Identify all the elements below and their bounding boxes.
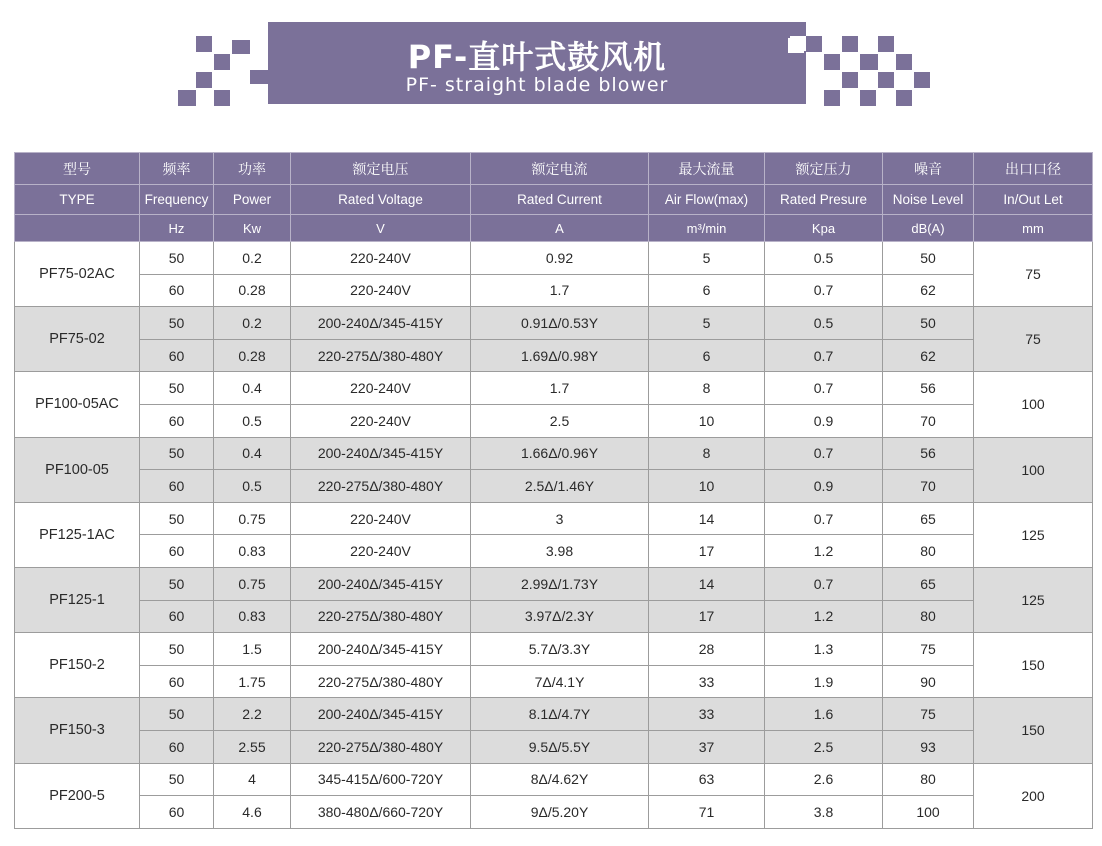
header-row-chinese — [15, 153, 1093, 185]
outlet-cell: 200 — [974, 763, 1093, 828]
model-type: PF200-5 — [15, 763, 140, 828]
airflow-cell: 17 — [649, 600, 765, 633]
power-cell: 4.6 — [214, 796, 291, 829]
noise-cell: 75 — [883, 633, 974, 666]
table-row — [15, 307, 1093, 340]
pressure-cell: 0.9 — [765, 470, 883, 503]
header-en-outlet: In/Out Let — [974, 185, 1093, 215]
noise-cell: 100 — [883, 796, 974, 829]
pressure-cell: 1.2 — [765, 535, 883, 568]
outlet-cell: 125 — [974, 567, 1093, 632]
airflow-cell: 33 — [649, 698, 765, 731]
voltage-cell: 220-240V — [291, 404, 471, 437]
pressure-cell: 0.7 — [765, 567, 883, 600]
voltage-cell: 220-275Δ/380-480Y — [291, 730, 471, 763]
model-type: PF100-05 — [15, 437, 140, 502]
table-row — [15, 437, 1093, 470]
noise-cell: 80 — [883, 763, 974, 796]
power-cell: 0.75 — [214, 567, 291, 600]
airflow-cell: 28 — [649, 633, 765, 666]
header-cn-power: 功率 — [214, 153, 291, 185]
frequency-cell: 50 — [140, 633, 214, 666]
pressure-cell: 0.9 — [765, 404, 883, 437]
pressure-cell: 0.7 — [765, 372, 883, 405]
current-cell: 2.5Δ/1.46Y — [471, 470, 649, 503]
frequency-cell: 50 — [140, 372, 214, 405]
airflow-cell: 63 — [649, 763, 765, 796]
current-cell: 3.97Δ/2.3Y — [471, 600, 649, 633]
noise-cell: 80 — [883, 535, 974, 568]
power-cell: 1.5 — [214, 633, 291, 666]
frequency-cell: 60 — [140, 274, 214, 307]
noise-cell: 80 — [883, 600, 974, 633]
noise-cell: 50 — [883, 242, 974, 275]
power-cell: 0.4 — [214, 437, 291, 470]
header-cn-voltage: 额定电压 — [291, 153, 471, 185]
table-row — [15, 698, 1093, 731]
table-row — [15, 535, 1093, 568]
header-cn-type: 型号 — [15, 153, 140, 185]
frequency-cell: 50 — [140, 307, 214, 340]
outlet-cell: 125 — [974, 502, 1093, 567]
power-cell: 4 — [214, 763, 291, 796]
header-cn-current: 额定电流 — [471, 153, 649, 185]
unit-current: A — [471, 215, 649, 242]
voltage-cell: 200-240Δ/345-415Y — [291, 698, 471, 731]
airflow-cell: 8 — [649, 437, 765, 470]
airflow-cell: 10 — [649, 404, 765, 437]
model-type: PF75-02 — [15, 307, 140, 372]
table-row — [15, 796, 1093, 829]
spec-table — [14, 152, 1093, 829]
pressure-cell: 0.5 — [765, 307, 883, 340]
frequency-cell: 60 — [140, 600, 214, 633]
current-cell: 9Δ/5.20Y — [471, 796, 649, 829]
table-row — [15, 274, 1093, 307]
frequency-cell: 60 — [140, 730, 214, 763]
table-row — [15, 242, 1093, 275]
power-cell: 0.83 — [214, 535, 291, 568]
header-en-pressure: Rated Presure — [765, 185, 883, 215]
header-en-noise: Noise Level — [883, 185, 974, 215]
table-row — [15, 730, 1093, 763]
current-cell: 1.7 — [471, 372, 649, 405]
airflow-cell: 17 — [649, 535, 765, 568]
voltage-cell: 220-240V — [291, 372, 471, 405]
current-cell: 3 — [471, 502, 649, 535]
noise-cell: 93 — [883, 730, 974, 763]
header-en-power: Power — [214, 185, 291, 215]
voltage-cell: 220-275Δ/380-480Y — [291, 665, 471, 698]
header-en-airflow: Air Flow(max) — [649, 185, 765, 215]
frequency-cell: 60 — [140, 535, 214, 568]
frequency-cell: 60 — [140, 404, 214, 437]
table-row — [15, 600, 1093, 633]
header-cn-outlet: 出口口径 — [974, 153, 1093, 185]
pressure-cell: 1.2 — [765, 600, 883, 633]
noise-cell: 90 — [883, 665, 974, 698]
header-cn-noise: 噪音 — [883, 153, 974, 185]
outlet-cell: 150 — [974, 698, 1093, 763]
pressure-cell: 0.5 — [765, 242, 883, 275]
current-cell: 1.66Δ/0.96Y — [471, 437, 649, 470]
header-cn-airflow: 最大流量 — [649, 153, 765, 185]
noise-cell: 75 — [883, 698, 974, 731]
header-cn-frequency: 频率 — [140, 153, 214, 185]
model-type: PF75-02AC — [15, 242, 140, 307]
voltage-cell: 220-240V — [291, 502, 471, 535]
noise-cell: 62 — [883, 339, 974, 372]
current-cell: 3.98 — [471, 535, 649, 568]
power-cell: 0.28 — [214, 274, 291, 307]
pressure-cell: 0.7 — [765, 437, 883, 470]
noise-cell: 62 — [883, 274, 974, 307]
voltage-cell: 380-480Δ/660-720Y — [291, 796, 471, 829]
outlet-cell: 100 — [974, 372, 1093, 437]
voltage-cell: 220-275Δ/380-480Y — [291, 339, 471, 372]
banner-subtitle: PF- straight blade blower — [405, 74, 669, 96]
voltage-cell: 345-415Δ/600-720Y — [291, 763, 471, 796]
table-row — [15, 567, 1093, 600]
noise-cell: 65 — [883, 567, 974, 600]
title-banner — [268, 22, 806, 104]
airflow-cell: 71 — [649, 796, 765, 829]
voltage-cell: 220-275Δ/380-480Y — [291, 470, 471, 503]
frequency-cell: 50 — [140, 242, 214, 275]
banner-title: PF-直叶式鼓风机 — [407, 38, 667, 76]
pressure-cell: 0.7 — [765, 274, 883, 307]
voltage-cell: 200-240Δ/345-415Y — [291, 633, 471, 666]
power-cell: 0.2 — [214, 242, 291, 275]
power-cell: 0.2 — [214, 307, 291, 340]
airflow-cell: 14 — [649, 567, 765, 600]
frequency-cell: 60 — [140, 339, 214, 372]
current-cell: 1.7 — [471, 274, 649, 307]
noise-cell: 56 — [883, 372, 974, 405]
unit-outlet: mm — [974, 215, 1093, 242]
airflow-cell: 14 — [649, 502, 765, 535]
power-cell: 1.75 — [214, 665, 291, 698]
airflow-cell: 8 — [649, 372, 765, 405]
pressure-cell: 3.8 — [765, 796, 883, 829]
airflow-cell: 5 — [649, 242, 765, 275]
model-type: PF150-2 — [15, 633, 140, 698]
outlet-cell: 75 — [974, 307, 1093, 372]
power-cell: 0.5 — [214, 470, 291, 503]
current-cell: 8Δ/4.62Y — [471, 763, 649, 796]
voltage-cell: 220-240V — [291, 535, 471, 568]
noise-cell: 50 — [883, 307, 974, 340]
noise-cell: 56 — [883, 437, 974, 470]
airflow-cell: 37 — [649, 730, 765, 763]
frequency-cell: 50 — [140, 437, 214, 470]
table-row — [15, 502, 1093, 535]
header-cn-pressure: 额定压力 — [765, 153, 883, 185]
pressure-cell: 1.6 — [765, 698, 883, 731]
power-cell: 2.2 — [214, 698, 291, 731]
unit-power: Kw — [214, 215, 291, 242]
voltage-cell: 220-240V — [291, 274, 471, 307]
header-en-voltage: Rated Voltage — [291, 185, 471, 215]
header-en-frequency: Frequency — [140, 185, 214, 215]
current-cell: 8.1Δ/4.7Y — [471, 698, 649, 731]
header-row-units — [15, 215, 1093, 242]
frequency-cell: 50 — [140, 502, 214, 535]
table-row — [15, 763, 1093, 796]
noise-cell: 70 — [883, 470, 974, 503]
frequency-cell: 50 — [140, 698, 214, 731]
table-row — [15, 372, 1093, 405]
airflow-cell: 6 — [649, 339, 765, 372]
airflow-cell: 33 — [649, 665, 765, 698]
unit-noise: dB(A) — [883, 215, 974, 242]
pressure-cell: 2.6 — [765, 763, 883, 796]
table-row — [15, 470, 1093, 503]
table-row — [15, 665, 1093, 698]
voltage-cell: 220-240V — [291, 242, 471, 275]
frequency-cell: 60 — [140, 796, 214, 829]
model-type: PF125-1AC — [15, 502, 140, 567]
model-type: PF100-05AC — [15, 372, 140, 437]
spec-table-body — [15, 242, 1093, 829]
unit-pressure: Kpa — [765, 215, 883, 242]
current-cell: 5.7Δ/3.3Y — [471, 633, 649, 666]
table-row — [15, 633, 1093, 666]
voltage-cell: 220-275Δ/380-480Y — [291, 600, 471, 633]
noise-cell: 70 — [883, 404, 974, 437]
pressure-cell: 1.9 — [765, 665, 883, 698]
pressure-cell: 0.7 — [765, 339, 883, 372]
outlet-cell: 150 — [974, 633, 1093, 698]
power-cell: 0.28 — [214, 339, 291, 372]
current-cell: 9.5Δ/5.5Y — [471, 730, 649, 763]
pressure-cell: 0.7 — [765, 502, 883, 535]
current-cell: 2.5 — [471, 404, 649, 437]
pressure-cell: 1.3 — [765, 633, 883, 666]
model-type: PF150-3 — [15, 698, 140, 763]
model-type: PF125-1 — [15, 567, 140, 632]
table-row — [15, 404, 1093, 437]
voltage-cell: 200-240Δ/345-415Y — [291, 307, 471, 340]
power-cell: 0.5 — [214, 404, 291, 437]
frequency-cell: 60 — [140, 470, 214, 503]
current-cell: 7Δ/4.1Y — [471, 665, 649, 698]
header-en-current: Rated Current — [471, 185, 649, 215]
frequency-cell: 50 — [140, 763, 214, 796]
current-cell: 0.91Δ/0.53Y — [471, 307, 649, 340]
power-cell: 0.4 — [214, 372, 291, 405]
outlet-cell: 75 — [974, 242, 1093, 307]
unit-type — [15, 215, 140, 242]
power-cell: 0.83 — [214, 600, 291, 633]
current-cell: 0.92 — [471, 242, 649, 275]
airflow-cell: 10 — [649, 470, 765, 503]
airflow-cell: 6 — [649, 274, 765, 307]
unit-voltage: V — [291, 215, 471, 242]
current-cell: 2.99Δ/1.73Y — [471, 567, 649, 600]
frequency-cell: 60 — [140, 665, 214, 698]
airflow-cell: 5 — [649, 307, 765, 340]
voltage-cell: 200-240Δ/345-415Y — [291, 437, 471, 470]
current-cell: 1.69Δ/0.98Y — [471, 339, 649, 372]
pressure-cell: 2.5 — [765, 730, 883, 763]
noise-cell: 65 — [883, 502, 974, 535]
header-row-english — [15, 185, 1093, 215]
power-cell: 2.55 — [214, 730, 291, 763]
frequency-cell: 50 — [140, 567, 214, 600]
unit-airflow: m³/min — [649, 215, 765, 242]
voltage-cell: 200-240Δ/345-415Y — [291, 567, 471, 600]
outlet-cell: 100 — [974, 437, 1093, 502]
power-cell: 0.75 — [214, 502, 291, 535]
table-row — [15, 339, 1093, 372]
unit-frequency: Hz — [140, 215, 214, 242]
header-en-type: TYPE — [15, 185, 140, 215]
